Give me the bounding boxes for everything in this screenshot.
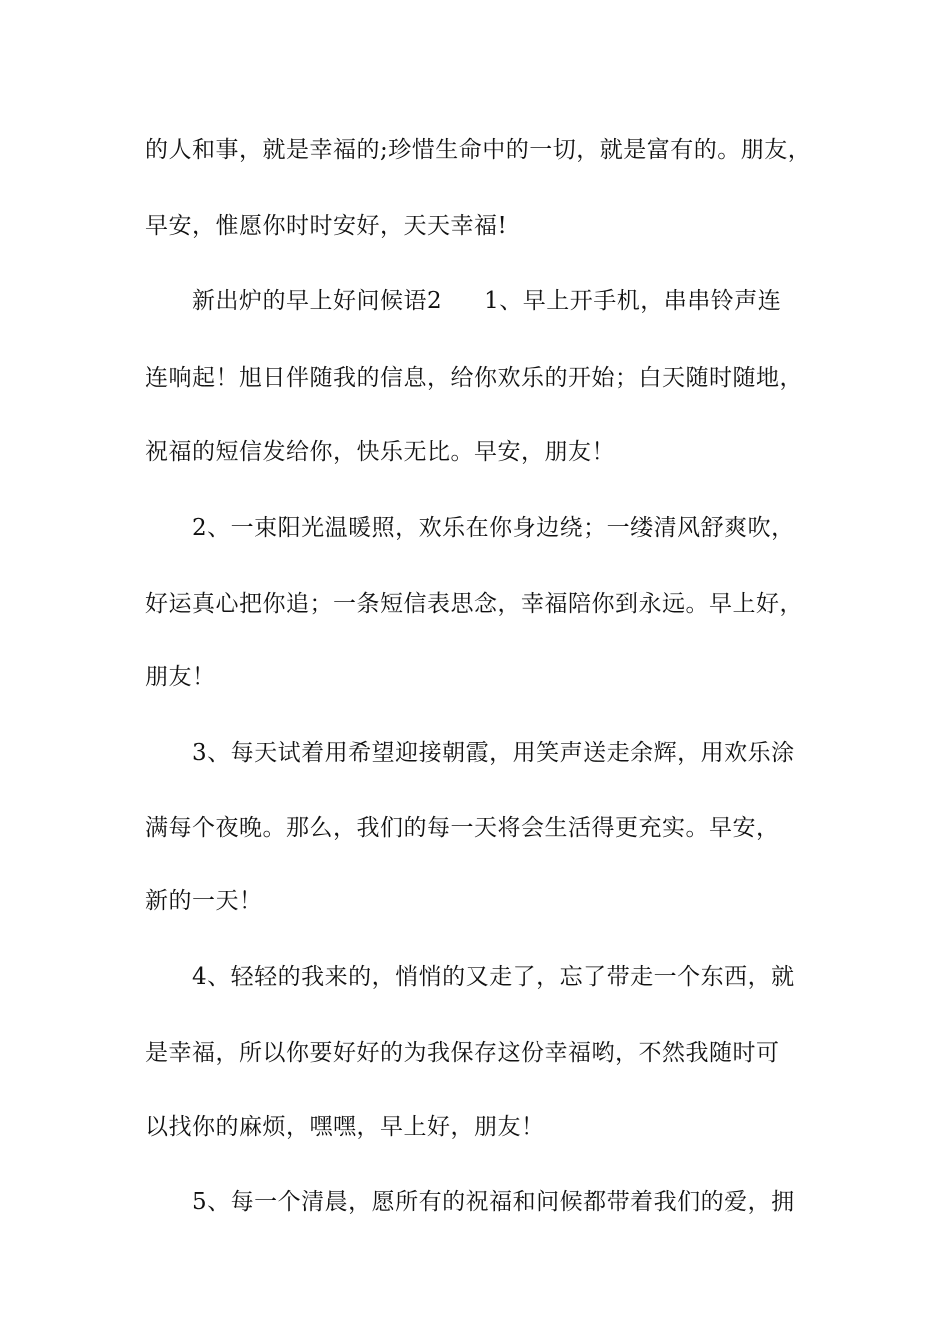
- section-heading-line: [192, 285, 872, 317]
- text-line-14: 以找你的麻烦，嘿嘿，早上好，朋友！: [145, 1114, 545, 1140]
- text-line-15: 5、每一个清晨，愿所有的祝福和问候都带着我们的爱，拥: [192, 1189, 795, 1215]
- text-line-4: 连响起！旭日伴随我的信息，给你欢乐的开始；白天随时随地，: [145, 365, 803, 391]
- text-line-1: 的人和事，就是幸福的;珍惜生命中的一切，就是富有的。朋友，: [145, 137, 812, 163]
- text-line-2: 早安，惟愿你时时安好，天天幸福!: [145, 213, 508, 239]
- text-line-12: 4、轻轻的我来的，悄悄的又走了，忘了带走一个东西，就: [192, 964, 795, 990]
- text-line-7: 好运真心把你追；一条短信表思念，幸福陪你到永远。早上好，: [145, 591, 803, 617]
- section-title: 新出炉的早上好问候语2: [192, 288, 443, 314]
- text-line-6: 2、一束阳光温暖照，欢乐在你身边绕；一缕清风舒爽吹，: [192, 515, 795, 541]
- item-1-start: 1、早上开手机，串串铃声连: [484, 288, 782, 314]
- text-line-11: 新的一天！: [145, 888, 263, 914]
- text-line-9: 3、每天试着用希望迎接朝霞，用笑声送走余辉，用欢乐涂: [192, 740, 795, 766]
- text-line-8: 朋友！: [145, 664, 216, 690]
- text-line-5: 祝福的短信发给你，快乐无比。早安，朋友！: [145, 439, 615, 465]
- text-line-13: 是幸福，所以你要好好的为我保存这份幸福哟，不然我随时可: [145, 1040, 780, 1066]
- text-line-10: 满每个夜晚。那么，我们的每一天将会生活得更充实。早安，: [145, 815, 780, 841]
